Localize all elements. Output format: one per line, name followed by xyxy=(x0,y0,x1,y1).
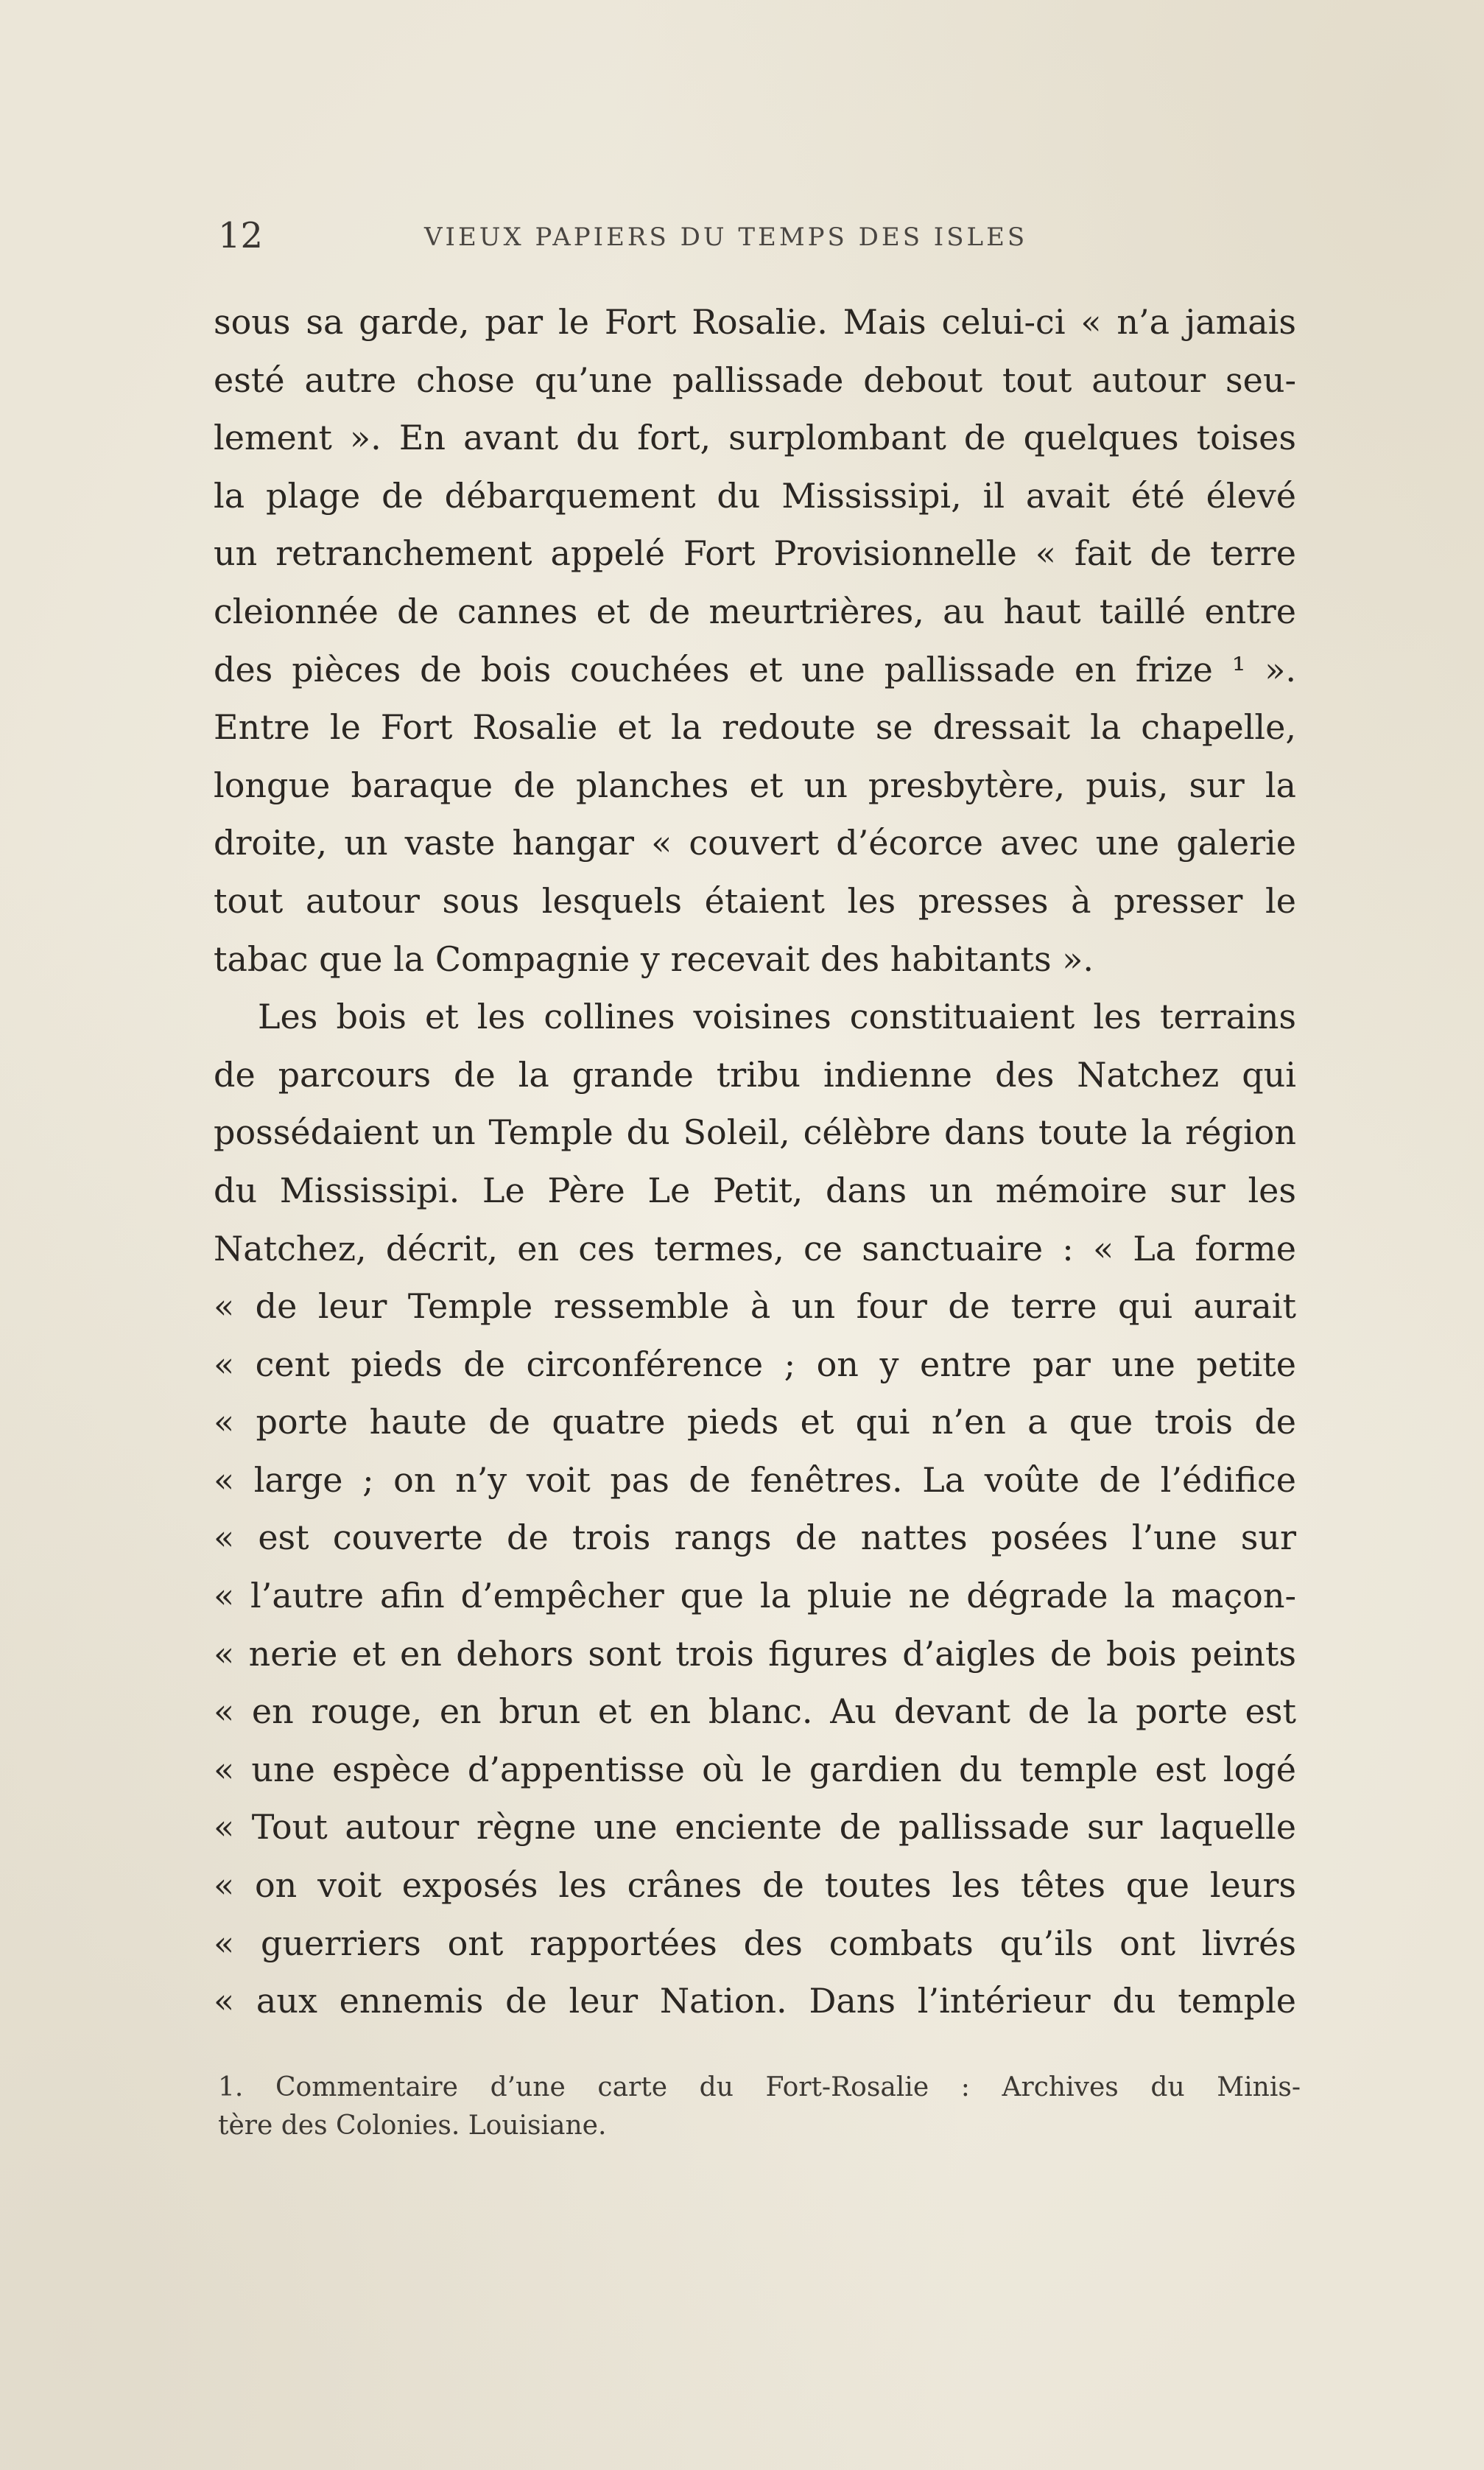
text-line: Entre le Fort Rosalie et la redoute se dressait la chapelle, xyxy=(214,707,1296,748)
footnote-line: tère des Colonies. Louisiane. xyxy=(218,2111,607,2141)
text-line: cleionnée de cannes et de meurtrières, au haut taillé entre xyxy=(214,591,1296,631)
text-line: un retranchement appelé Fort Provisionnelle « fait de terre xyxy=(214,533,1296,574)
text-line: droite, un vaste hangar « couvert d’écorce avec une galerie xyxy=(214,823,1296,863)
text-line: des pièces de bois couchées et une pallissade en frize ¹ ». xyxy=(214,649,1296,690)
page-header xyxy=(218,215,1308,259)
text-line: de parcours de la grande tribu indienne des Natchez qui xyxy=(214,1054,1296,1095)
footnote xyxy=(218,2069,1301,2145)
text-line: Les bois et les collines voisines constituaient les terrains xyxy=(258,997,1296,1037)
text-line: « aux ennemis de leur Nation. Dans l’intérieur du temple xyxy=(214,1981,1296,2021)
text-line: « nerie et en dehors sont trois figures d’aigles de bois peints xyxy=(214,1633,1296,1674)
text-line: lement ». En avant du fort, surplombant de quelques toises xyxy=(214,418,1296,458)
text-line: « l’autre afin d’empêcher que la pluie ne dégrade la maçon- xyxy=(214,1576,1296,1616)
text-line: tout autour sous lesquels étaient les presses à presser le xyxy=(214,880,1296,921)
text-line: tabac que la Compagnie y recevait des habitants ». xyxy=(214,938,1094,979)
body-text xyxy=(214,293,1296,2030)
text-line: longue baraque de planches et un presbytère, puis, sur la xyxy=(214,765,1296,805)
text-line: « guerriers ont rapportées des combats qu’ils ont livrés xyxy=(214,1923,1296,1963)
text-line: « en rouge, en brun et en blanc. Au devant de la porte est xyxy=(214,1691,1296,1732)
text-line: « est couverte de trois rangs de nattes posées l’une sur xyxy=(214,1518,1296,1558)
text-line: Natchez, décrit, en ces termes, ce sanctuaire : « La forme xyxy=(214,1228,1296,1269)
text-line: possédaient un Temple du Soleil, célèbre dans toute la région xyxy=(214,1112,1296,1153)
text-line: sous sa garde, par le Fort Rosalie. Mais celui-ci « n’a jamais xyxy=(214,302,1296,342)
footnote-line: 1. Commentaire d’une carte du Fort-Rosalie : Archives du Minis- xyxy=(218,2072,1301,2102)
running-title: VIEUX PAPIERS DU TEMPS DES ISLES xyxy=(424,222,1028,252)
text-line: esté autre chose qu’une pallissade debout tout autour seu- xyxy=(214,359,1296,400)
text-line: « une espèce d’appentisse où le gardien du temple est logé xyxy=(214,1749,1296,1789)
text-line: du Mississipi. Le Père Le Petit, dans un mémoire sur les xyxy=(214,1170,1296,1210)
text-line: « cent pieds de circonférence ; on y entre par une petite xyxy=(214,1344,1296,1384)
page-number: 12 xyxy=(218,215,264,256)
text-line: « de leur Temple ressemble à un four de terre qui aurait xyxy=(214,1286,1296,1327)
text-line: « on voit exposés les crânes de toutes les têtes que leurs xyxy=(214,1865,1296,1906)
text-line: la plage de débarquement du Mississipi, il avait été élevé xyxy=(214,475,1296,516)
text-line: « Tout autour règne une enciente de pallissade sur laquelle xyxy=(214,1807,1296,1848)
text-line: « porte haute de quatre pieds et qui n’en a que trois de xyxy=(214,1402,1296,1442)
text-line: « large ; on n’y voit pas de fenêtres. La voûte de l’édifice xyxy=(214,1459,1296,1500)
